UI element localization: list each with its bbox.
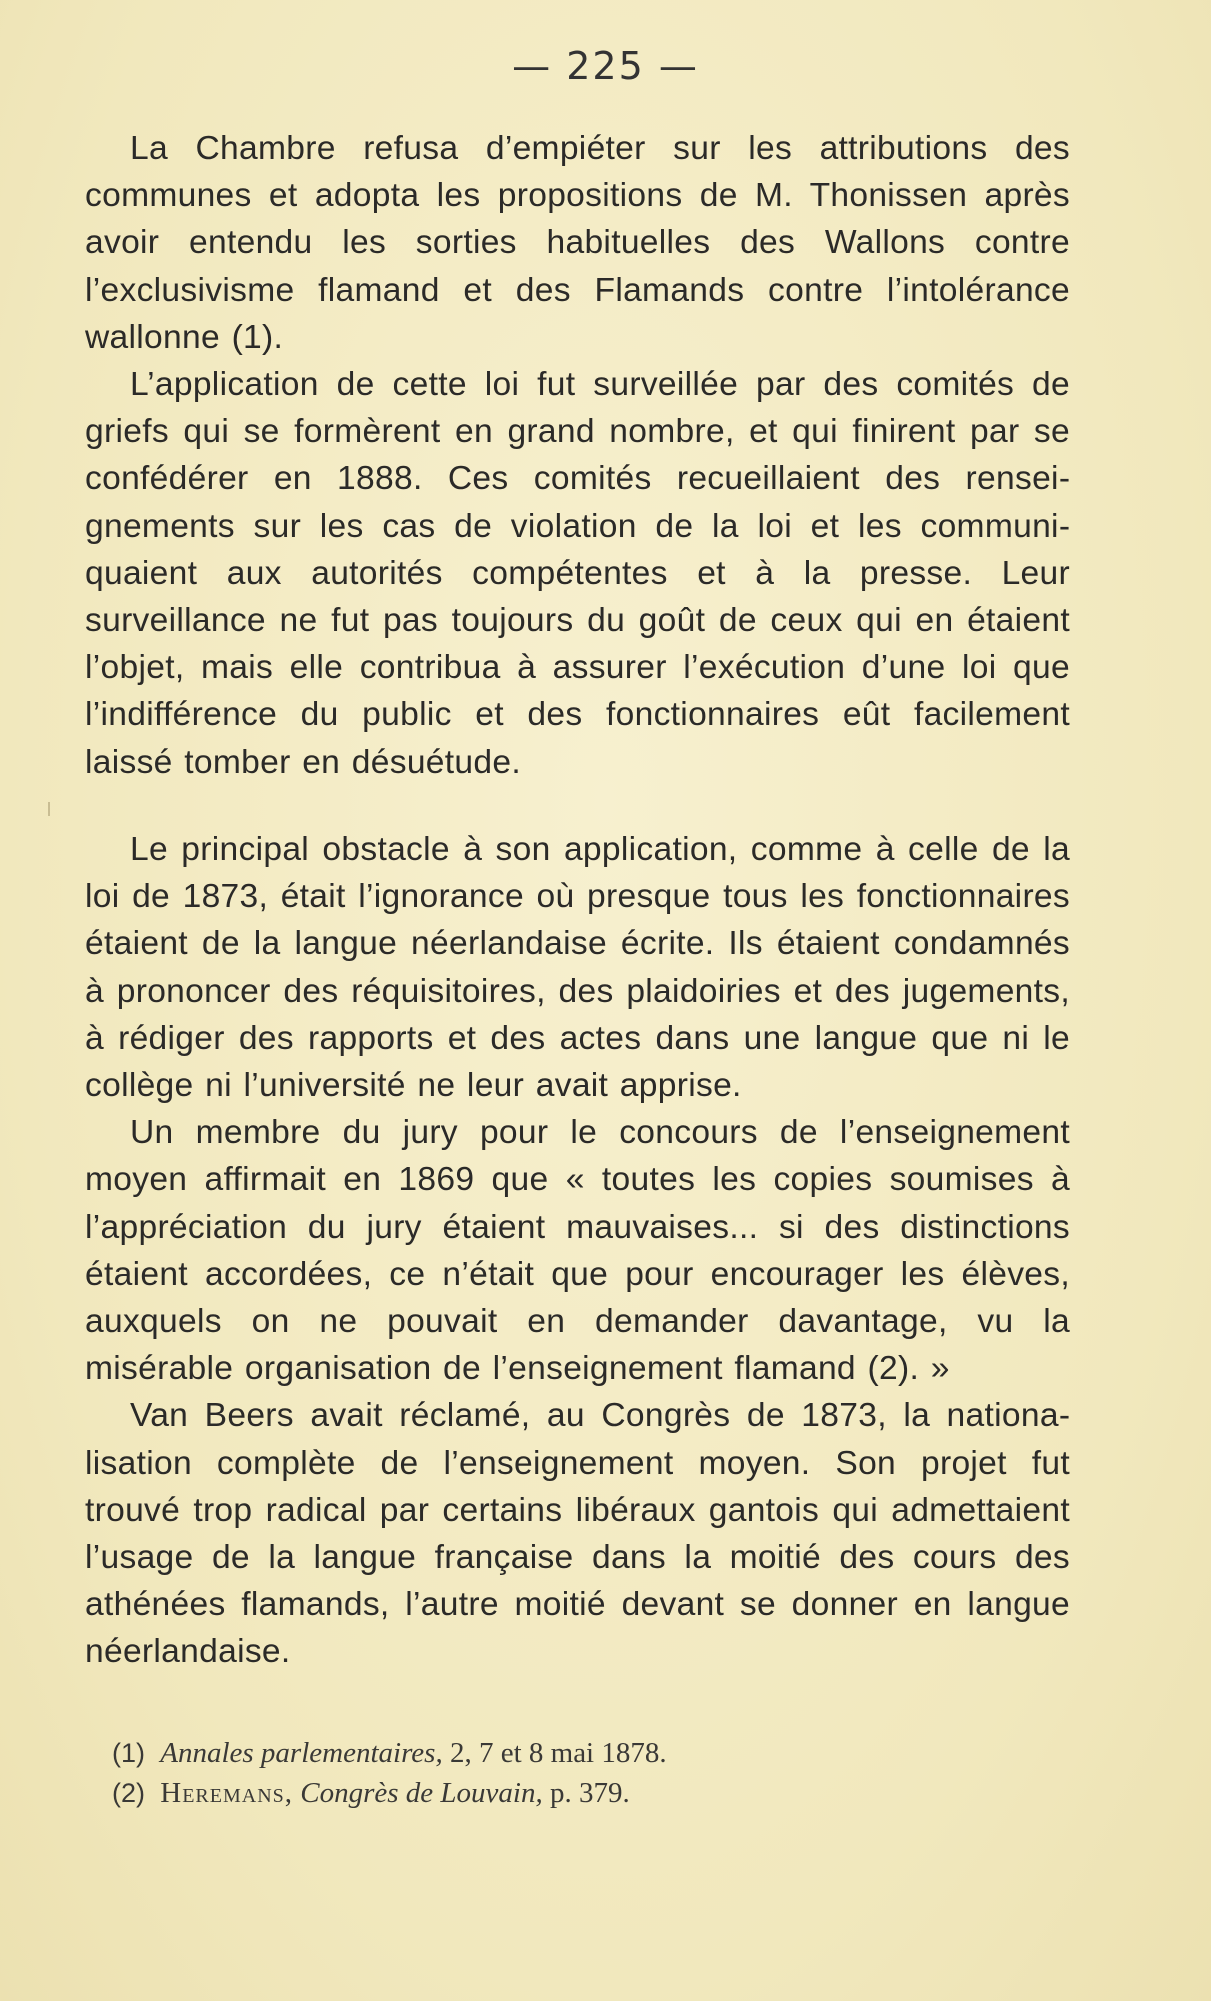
footnote-source-title: Congrès de Louvain, xyxy=(293,1777,543,1809)
paragraph: Van Beers avait réclamé, au Congrès de 1873, la nationalisation complète de l’enseignement moyen. Son projet fut trouvé trop radical par certains libéraux gantois qui admettaient l’usage de la langue française dans la moitié des cours des athénées flamands, l’autre moitié devant se donner en langue néerlandaise. xyxy=(85,1397,1070,1671)
footnote-author: Heremans, xyxy=(160,1777,294,1809)
page-number: — 225 — xyxy=(512,44,699,88)
footnote-1 xyxy=(112,1733,1012,1773)
footnote-number: (1) xyxy=(112,1738,145,1768)
text-block-upper xyxy=(85,125,1070,786)
paragraph: La Chambre refusa d’empiéter sur les attributions des communes et adopta les propositions de M. Thonissen après avoir entendu les sorties habituelles des Wallons contre l’exclusivisme flamand et des Flamands contre l’intolérance wallonne (1). xyxy=(85,130,1070,356)
paragraph: L’application de cette loi fut surveillée par des comités de griefs qui se formèrent en grand nombre, et qui finirent par se confédérer en 1888. Ces comités recueillaient des renseignements sur les cas de violation de la loi et les communiquaient aux autorités compétentes et à la presse. Leur surveillance ne fut pas toujours du goût de ceux qui en étaient l’objet, mais elle contribua à assurer l’exécution d’une loi que l’indifférence du public et des fonctionnaires eût facilement laissé tomber en désuétude. xyxy=(85,366,1070,781)
footnote-details: p. 379. xyxy=(542,1777,630,1809)
footnote-2 xyxy=(112,1773,1012,1813)
footnotes xyxy=(112,1733,1012,1813)
paper-speck xyxy=(48,802,50,816)
paragraph: Le principal obstacle à son application, comme à celle de la loi de 1873, était l’ignorance où presque tous les fonctionnaires étaient de la langue néerlandaise écrite. Ils étaient condamnés à prononcer des réquisitoires, des plaidoiries et des jugements, à rédiger des rapports et des actes dans une langue que ni le collège ni l’université ne leur avait apprise. xyxy=(85,831,1070,1105)
footnote-details: 2, 7 et 8 mai 1878. xyxy=(442,1737,667,1769)
footnote-source-title: Annales parlementaires, xyxy=(160,1737,443,1769)
paragraph: Un membre du jury pour le concours de l’enseignement moyen affirmait en 1869 que « toutes les copies soumises à l’appréciation du jury étaient mauvaises... si des distinctions étaient accordées, ce n’était que pour encourager les élèves, auxquels on ne pouvait en demander davantage, vu la misérable organisation de l’enseignement flamand (2). » xyxy=(85,1114,1070,1388)
text-block-lower xyxy=(85,826,1070,1676)
footnote-number: (2) xyxy=(112,1778,145,1808)
